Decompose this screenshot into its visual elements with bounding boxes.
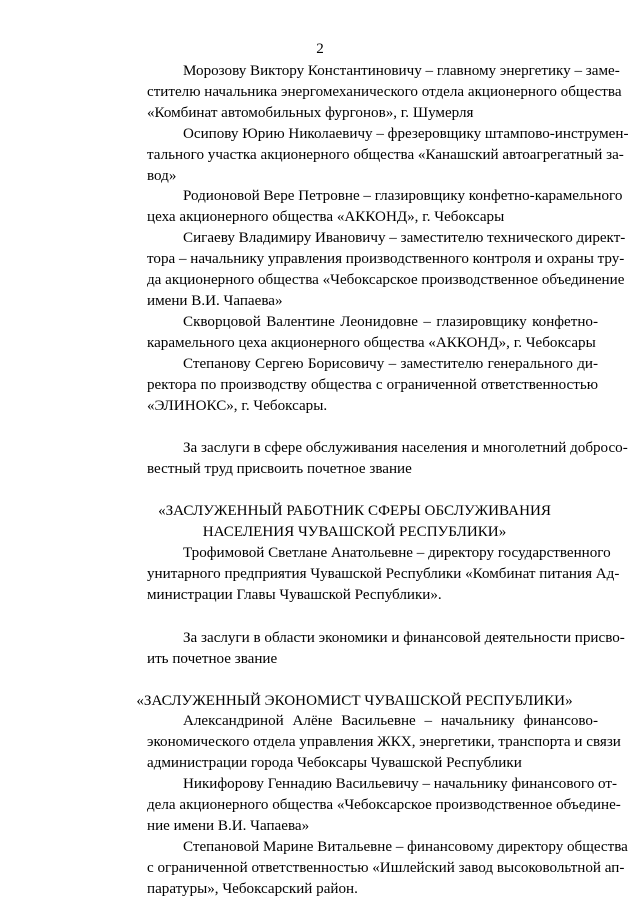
- text-line: да акционерного общества «Чебоксарское производственное объединение: [147, 272, 625, 289]
- text-line: унитарного предприятия Чувашской Республики «Комбинат питания Ад-: [147, 565, 620, 582]
- awardee-paragraph: [111, 228, 626, 312]
- text-line: ректора по производству общества с ограниченной ответственностью: [147, 376, 598, 393]
- decree-intro: [111, 628, 625, 670]
- text-line: вестный труд присвоить почетное звание: [147, 461, 412, 478]
- text-line: карамельного цеха акционерного общества «АККОНД», г. Чебоксары: [147, 334, 596, 351]
- heading-line: «ЗАСЛУЖЕННЫЙ РАБОТНИК СФЕРЫ ОБСЛУЖИВАНИЯ: [158, 503, 551, 520]
- text-line: дела акционерного общества «Чебоксарское производственное объедине-: [147, 797, 621, 814]
- text-line: Степановой Марине Витальевне – финансовому директору общества: [183, 838, 628, 855]
- heading-line: «ЗАСЛУЖЕННЫЙ ЭКОНОМИСТ ЧУВАШСКОЙ РЕСПУБЛИКИ»: [136, 692, 573, 709]
- awardee-paragraph: [111, 543, 620, 606]
- text-line: Трофимовой Светлане Анатольевне – директору государственного: [183, 545, 611, 562]
- awardee-paragraph: [111, 312, 598, 354]
- spacer: [111, 480, 598, 501]
- text-line: «ЭЛИНОКС», г. Чебоксары.: [147, 397, 328, 414]
- awardee-paragraph: [111, 354, 598, 417]
- text-line: ние имени В.И. Чапаева»: [147, 818, 310, 834]
- text-line: Осипову Юрию Николаевичу – фрезеровщику штампово-инструмен-: [183, 125, 629, 142]
- text-line: Степанову Сергею Борисовичу – заместителю генерального ди-: [183, 355, 598, 372]
- document-body: [111, 61, 629, 900]
- awardee-paragraph: [111, 711, 621, 774]
- awardee-paragraph: [111, 837, 628, 900]
- awardee-paragraph: [111, 61, 622, 124]
- text-line: Никифорову Геннадию Васильевичу – начальнику финансового от-: [183, 776, 618, 793]
- awardee-paragraph: [111, 186, 623, 228]
- text-line: стителю начальника энергомеханического отдела акционерного общества: [147, 83, 622, 100]
- decree-intro: [111, 438, 628, 480]
- page-number: 2: [316, 41, 324, 57]
- text-line: «Комбинат автомобильных фургонов», г. Шумерля: [147, 104, 474, 121]
- text-line: Сигаеву Владимиру Ивановичу – заместителю технического директ-: [183, 230, 626, 247]
- honorary-title-heading: [111, 691, 598, 712]
- spacer: [111, 670, 598, 691]
- spacer: [111, 606, 598, 628]
- text-line: экономического отдела управления ЖКХ, энергетики, транспорта и связи: [147, 734, 621, 751]
- text-line: имени В.И. Чапаева»: [147, 292, 283, 309]
- text-line: вод»: [147, 167, 177, 184]
- text-line: тора – начальнику управления производственного контроля и охраны тру-: [147, 251, 625, 268]
- honorary-title-heading: [111, 501, 598, 543]
- text-line: Морозову Виктору Константиновичу – главному энергетику – заме-: [183, 63, 620, 79]
- heading-line: НАСЕЛЕНИЯ ЧУВАШСКОЙ РЕСПУБЛИКИ»: [202, 524, 507, 541]
- awardee-paragraph: [111, 124, 629, 187]
- awardee-paragraph: [111, 774, 621, 837]
- text-line: паратуры», Чебоксарский район.: [147, 880, 358, 897]
- text-line: тального участка акционерного общества «Канашский автоагрегатный за-: [147, 146, 624, 163]
- text-line: с ограниченной ответственностью «Ишлейский завод высоковольтной ап-: [147, 859, 625, 876]
- spacer: [111, 416, 598, 438]
- text-line: Родионовой Вере Петровне – глазировщику конфетно-карамельного: [183, 188, 623, 205]
- text-line: ить почетное звание: [147, 650, 278, 667]
- text-line: Скворцовой Валентине Леонидовне – глазировщику конфетно-: [183, 313, 598, 330]
- text-line: Александриной Алёне Васильевне – начальнику финансово-: [183, 713, 598, 730]
- text-line: За заслуги в сфере обслуживания населения и многолетний добросо-: [183, 440, 628, 457]
- text-line: За заслуги в области экономики и финансовой деятельности присво-: [183, 629, 625, 646]
- text-line: администрации города Чебоксары Чувашской Республики: [147, 755, 522, 772]
- text-line: цеха акционерного общества «АККОНД», г. Чебоксары: [147, 209, 505, 226]
- text-line: министрации Главы Чувашской Республики».: [147, 586, 442, 603]
